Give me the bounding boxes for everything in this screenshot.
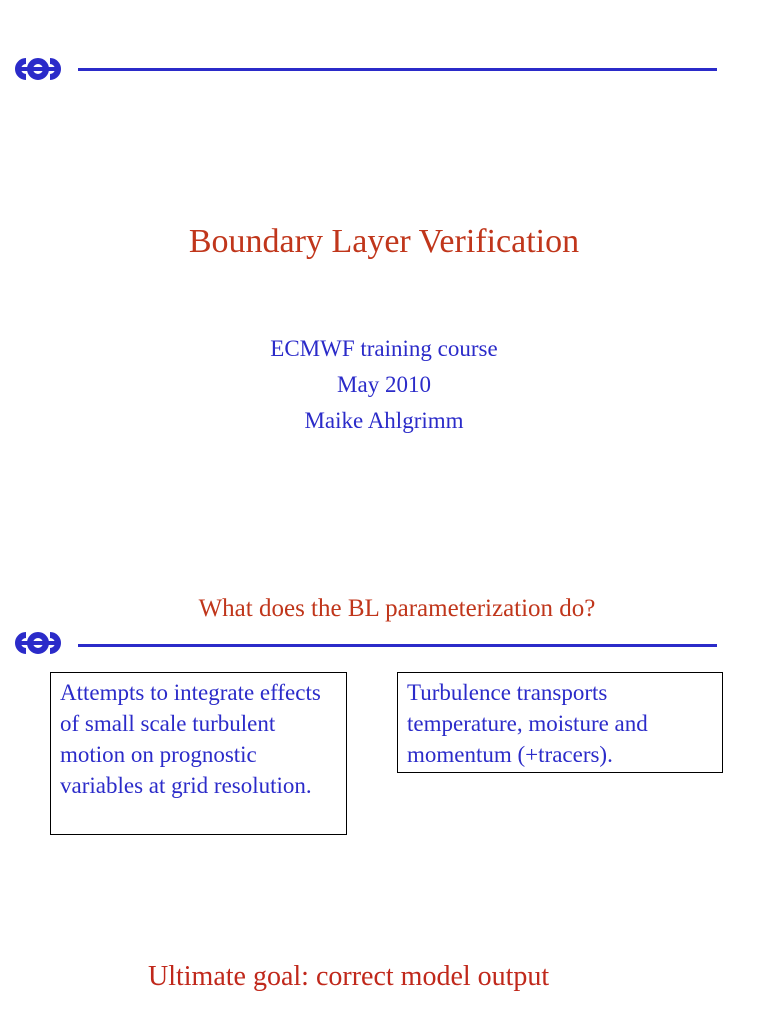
header-rule — [78, 644, 717, 647]
slide-title-text: Boundary Layer Verification — [188, 223, 580, 260]
description-box-right: Turbulence transports temperature, moisture and momentum (+tracers). — [397, 672, 723, 773]
description-box-left: Attempts to integrate effects of small scale turbulent motion on prognostic variables at grid resolution. — [50, 672, 347, 835]
course-name: ECMWF training course — [270, 336, 498, 361]
subtitle-block — [0, 331, 768, 439]
author-name: Maike Ahlgrimm — [304, 408, 464, 433]
slide-question: What does the BL parameterization do? — [198, 595, 596, 622]
slide-bl-parameterization — [0, 512, 768, 1024]
header-rule — [78, 68, 717, 71]
ecmwf-logo-icon — [12, 629, 64, 657]
course-date: May 2010 — [337, 372, 431, 397]
ecmwf-logo-icon — [12, 55, 64, 83]
ultimate-goal-text: Ultimate goal: correct model output — [148, 961, 550, 992]
